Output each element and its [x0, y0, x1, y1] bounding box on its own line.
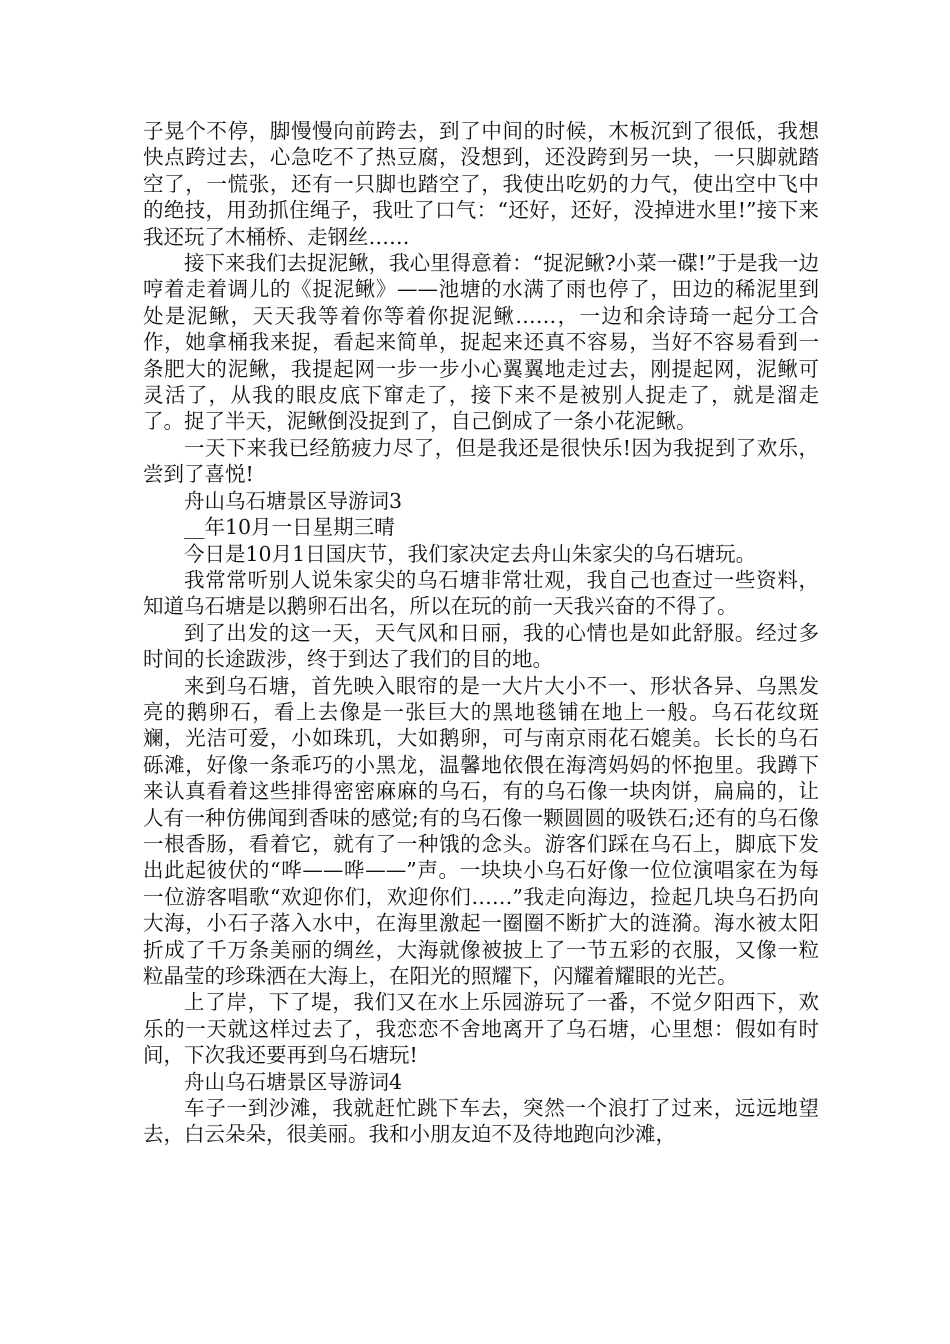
paragraph-national-day: 今日是10月1日国庆节，我们家决定去舟山朱家尖的乌石塘玩。 [184, 541, 757, 566]
paragraph-beach: 车子一到沙滩，我就赶忙跳下车去，突然一个浪打了过来，远远地望去，白云朵朵，很美丽。我和小朋友迫不及待地跑向沙滩， [143, 1096, 819, 1147]
paragraph-leaving: 上了岸，下了堤，我们又在水上乐园游玩了一番，不觉夕阳西下，欢乐的一天就这样过去了，我恋恋不舍地离开了乌石塘，心里想：假如有时间，下次我还要再到乌石塘玩! [143, 990, 819, 1068]
paragraph-heard-about: 我常常听别人说朱家尖的乌石塘非常壮观，我自己也查过一些资料，知道乌石塘是以鹅卵石出名，所以在玩的前一天我兴奋的不得了。 [143, 567, 819, 619]
diary-dateline: __年10月一日星期三晴 [184, 515, 395, 540]
paragraph-catch-loach: 接下来我们去捉泥鳅，我心里得意着：“捉泥鳅?小菜一碟!”于是我一边哼着走着调儿的《捉泥鳅》——池塘的水满了雨也停了，田边的稀泥里到处是泥鳅，天天我等着你等着你捉泥鳅……，一边和余诗琦一起分工合作，她拿桶我来捉，看起来简单，捉起来还真不容易，当好不容易看到一条肥大的泥鳅，我提起网一步一步小心翼翼地走过去，刚提起网，泥鳅可灵活了，从我的眼皮底下窜走了，接下来不是被别人捉走了，就是溜走了。捉了半天，泥鳅倒没捉到了，自己倒成了一条小花泥鳅。 [143, 251, 819, 434]
paragraph-arrival: 来到乌石塘，首先映入眼帘的是一大片大小不一、形状各异、乌黑发亮的鹅卵石，看上去像是一张巨大的黑地毯铺在地上一般。乌石花纹斑斓，光洁可爱，小如珠玑，大如鹅卵，可与南京雨花石媲美。长长的乌石砾滩，好像一条乖巧的小黑龙，温馨地依偎在海湾妈妈的怀抱里。我蹲下来认真看着这些排得密密麻麻的乌石，有的乌石像一块肉饼，扁扁的，让人有一种仿佛闻到香味的感觉;有的乌石像一颗圆圆的吸铁石;还有的乌石像一根香肠，看着它，就有了一种饿的念头。游客们踩在乌石上，脚底下发出此起彼伏的“哗——哗——”声。一块块小乌石好像一位位演唱家在为每一位游客唱歌“欢迎你们，欢迎你们……”我走向海边，捡起几块乌石扔向大海，小石子落入水中，在海里激起一圈圈不断扩大的涟漪。海水被太阳折成了千万条美丽的绸丝，大海就像被披上了一节五彩的衣服，又像一粒粒晶莹的珍珠洒在大海上，在阳光的照耀下，闪耀着耀眼的光芒。 [143, 673, 819, 988]
section-title-3: 舟山乌石塘景区导游词3 [184, 488, 403, 513]
paragraph-day-end: 一天下来我已经筋疲力尽了，但是我还是很快乐!因为我捉到了欢乐，尝到了喜悦! [143, 435, 819, 487]
document-page [143, 118, 819, 1148]
section-title-4: 舟山乌石塘景区导游词4 [184, 1069, 403, 1094]
paragraph-departure: 到了出发的这一天，天气风和日丽，我的心情也是如此舒服。经过多时间的长途跋涉，终于到达了我们的目的地。 [143, 620, 819, 672]
paragraph-continued: 子晃个不停，脚慢慢向前跨去，到了中间的时候，木板沉到了很低，我想快点跨过去，心急吃不了热豆腐，没想到，还没跨到另一块，一只脚就踏空了，一慌张，还有一只脚也踏空了，我使出吃奶的力气，使出空中飞中的绝技，用劲抓住绳子，我吐了口气：“还好，还好，没掉进水里!”接下来我还玩了木桶桥、走钢丝…… [143, 119, 819, 249]
